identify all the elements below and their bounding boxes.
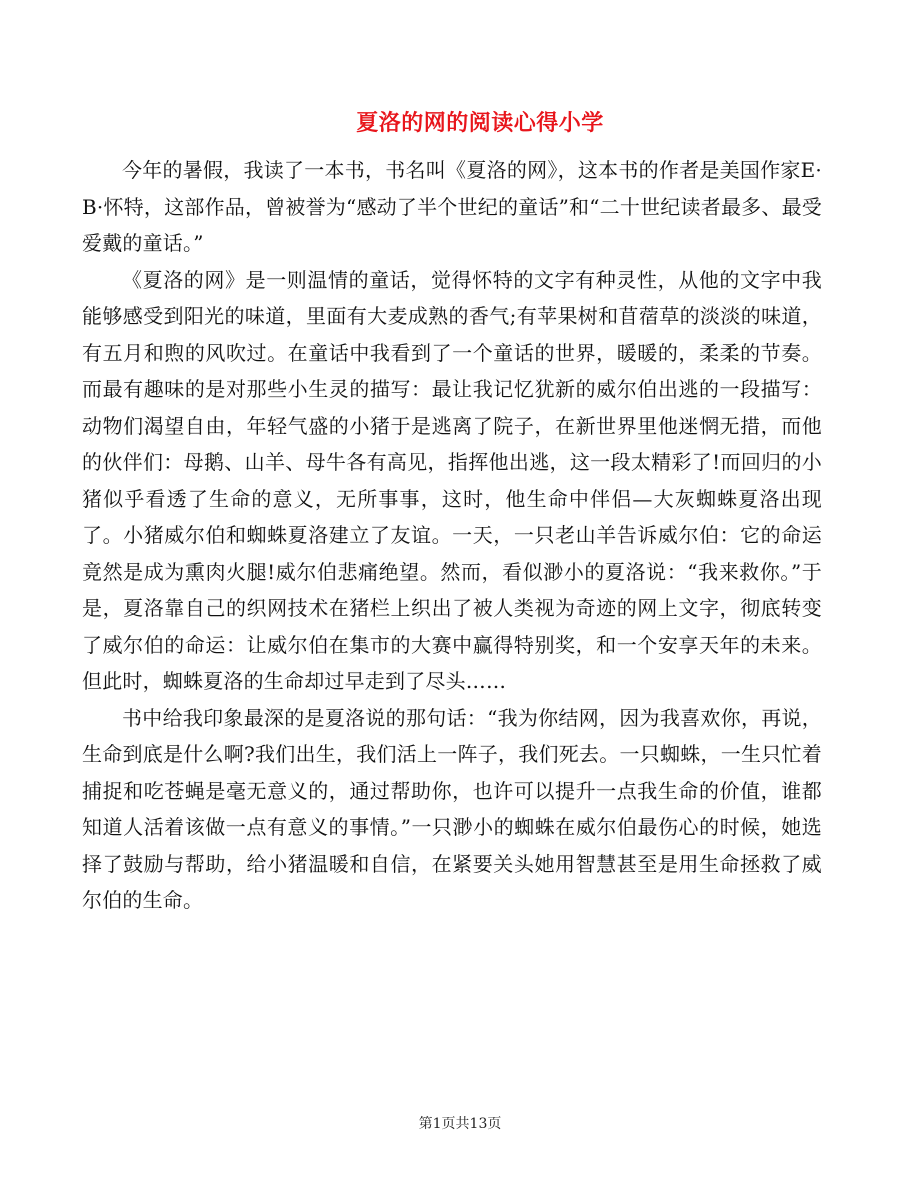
paragraph-reflection: 书中给我印象最深的是夏洛说的那句话：“我为你结网，因为我喜欢你，再说，生命到底是什么啊?我们出生，我们活上一阵子，我们死去。一只蜘蛛，一生只忙着捕捉和吃苍蝇是毫无意义的，通过帮助你，也许可以提升一点我生命的价值，谁都知道人活着该做一点有意义的事情。”一只渺小的蜘蛛在威尔伯最伤心的时候，她选择了鼓励与帮助，给小猪温暖和自信，在紧要关头她用智慧甚至是用生命拯救了威尔伯的生命。 (82, 705, 822, 912)
paragraph-intro: 今年的暑假，我读了一本书，书名叫《夏洛的网》，这本书的作者是美国作家E·B·怀特，这部作品，曾被誉为“感动了半个世纪的童话”和“二十世纪读者最多、最受爱戴的童话。” (82, 158, 822, 255)
document-title: 夏洛的网的阅读心得小学 (356, 110, 604, 136)
page-number-footer: 第1页共13页 (418, 1116, 502, 1132)
document-body (82, 152, 822, 919)
paragraph-story: 《夏洛的网》是一则温情的童话，觉得怀特的文字有种灵性，从他的文字中我能够感受到阳光的味道，里面有大麦成熟的香气;有苹果树和苜蓿草的淡淡的味道，有五月和煦的风吹过。在童话中我看到了一个童话的世界，暖暖的，柔柔的节奏。而最有趣味的是对那些小生灵的描写：最让我记忆犹新的威尔伯出逃的一段描写：动物们渴望自由，年轻气盛的小猪于是逃离了院子，在新世界里他迷惘无措，而他的伙伴们：母鹅、山羊、母牛各有高见，指挥他出逃，这一段太精彩了!而回归的小猪似乎看透了生命的意义，无所事事，这时，他生命中伴侣—大灰蜘蛛夏洛出现了。小猪威尔伯和蜘蛛夏洛建立了友谊。一天，一只老山羊告诉威尔伯：它的命运竟然是成为熏肉火腿!威尔伯悲痛绝望。然而，看似渺小的夏洛说：“我来救你。”于是，夏洛靠自己的织网技术在猪栏上织出了被人类视为奇迹的网上文字，彻底转变了威尔伯的命运：让威尔伯在集市的大赛中赢得特别奖，和一个安享天年的未来。但此时，蜘蛛夏洛的生命却过早走到了尽头…… (82, 267, 822, 693)
